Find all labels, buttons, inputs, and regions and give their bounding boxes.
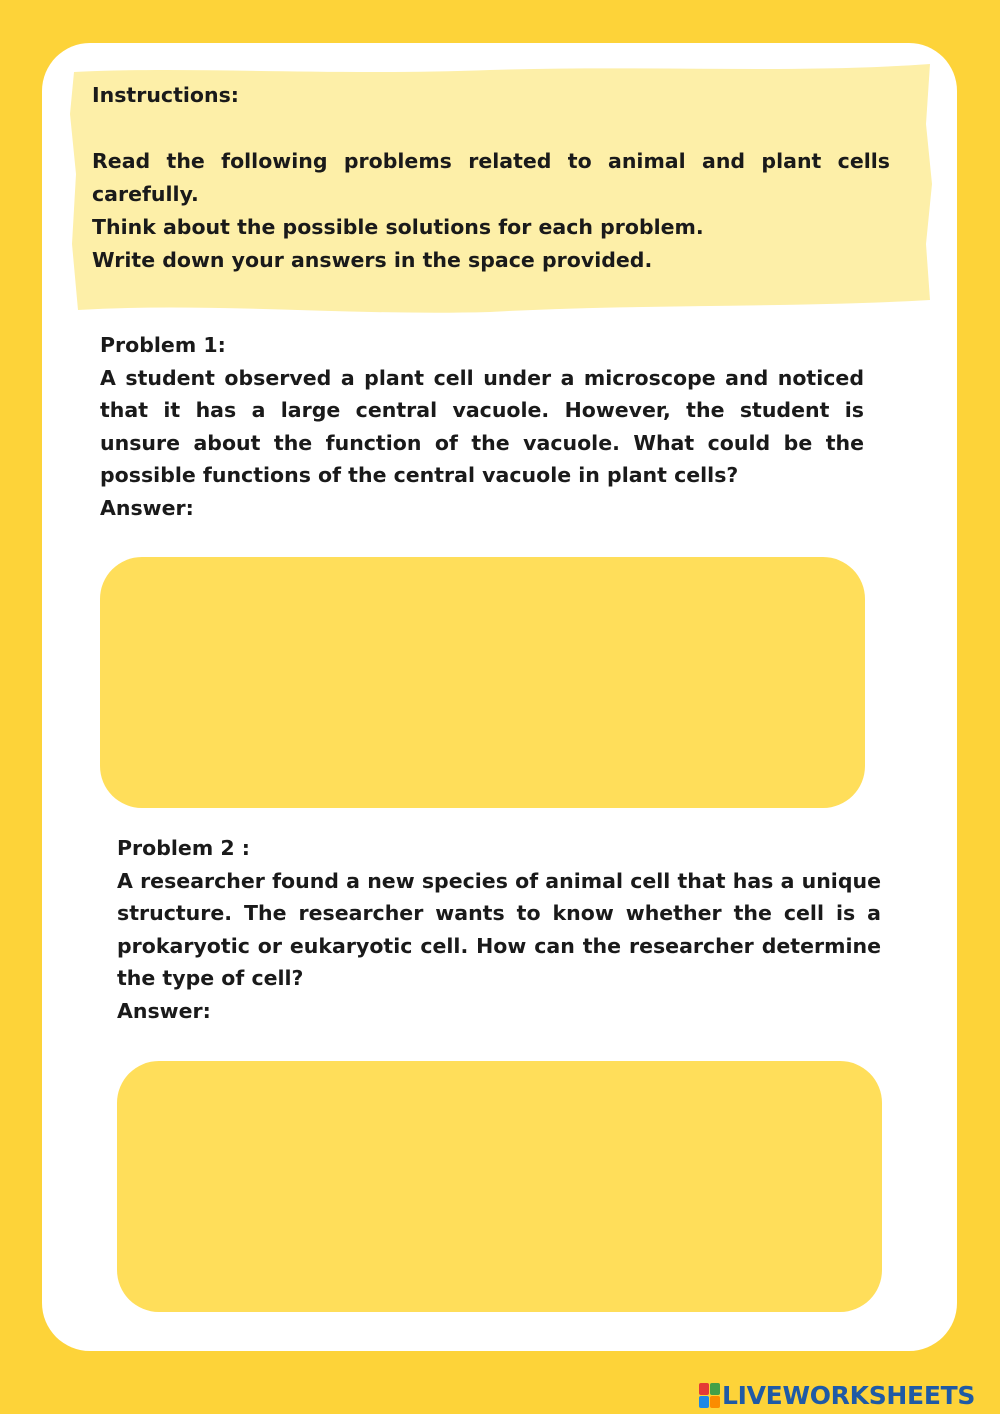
problem-2 [117,832,881,1028]
problem-1-title: Problem 1: [100,333,226,357]
problem-2-text: A researcher found a new species of animal cell that has a unique structure. The researcher wants to know whether the cell is a prokaryotic or eukaryotic cell. How can the researcher determine the type of cell? [117,868,881,991]
liveworksheets-logo-icon [699,1383,720,1408]
instructions-text [92,79,890,277]
spacer [92,112,890,145]
instructions-line-1: Read the following problems related to animal and plant cells carefully. [92,149,890,206]
problem-1-text: A student observed a plant cell under a microscope and noticed that it has a large central vacuole. However, the student is unsure about the function of the vacuole. What could be the possible functions of the central vacuole in plant cells? [100,365,864,488]
problem-2-title: Problem 2 : [117,836,250,860]
problem-1-answer-label: Answer: [100,495,194,520]
liveworksheets-brand [699,1378,975,1412]
answer-box-2[interactable] [117,1061,882,1312]
problem-1 [100,329,864,525]
liveworksheets-wordmark: LIVEWORKSHEETS [722,1380,976,1410]
instructions-heading: Instructions: [92,83,239,107]
instructions-panel [70,64,932,314]
instructions-line-2: Think about the possible solutions for each problem. [92,215,704,239]
instructions-line-3: Write down your answers in the space provided. [92,248,653,272]
answer-box-1[interactable] [100,557,865,808]
problem-2-answer-label: Answer: [117,998,211,1023]
